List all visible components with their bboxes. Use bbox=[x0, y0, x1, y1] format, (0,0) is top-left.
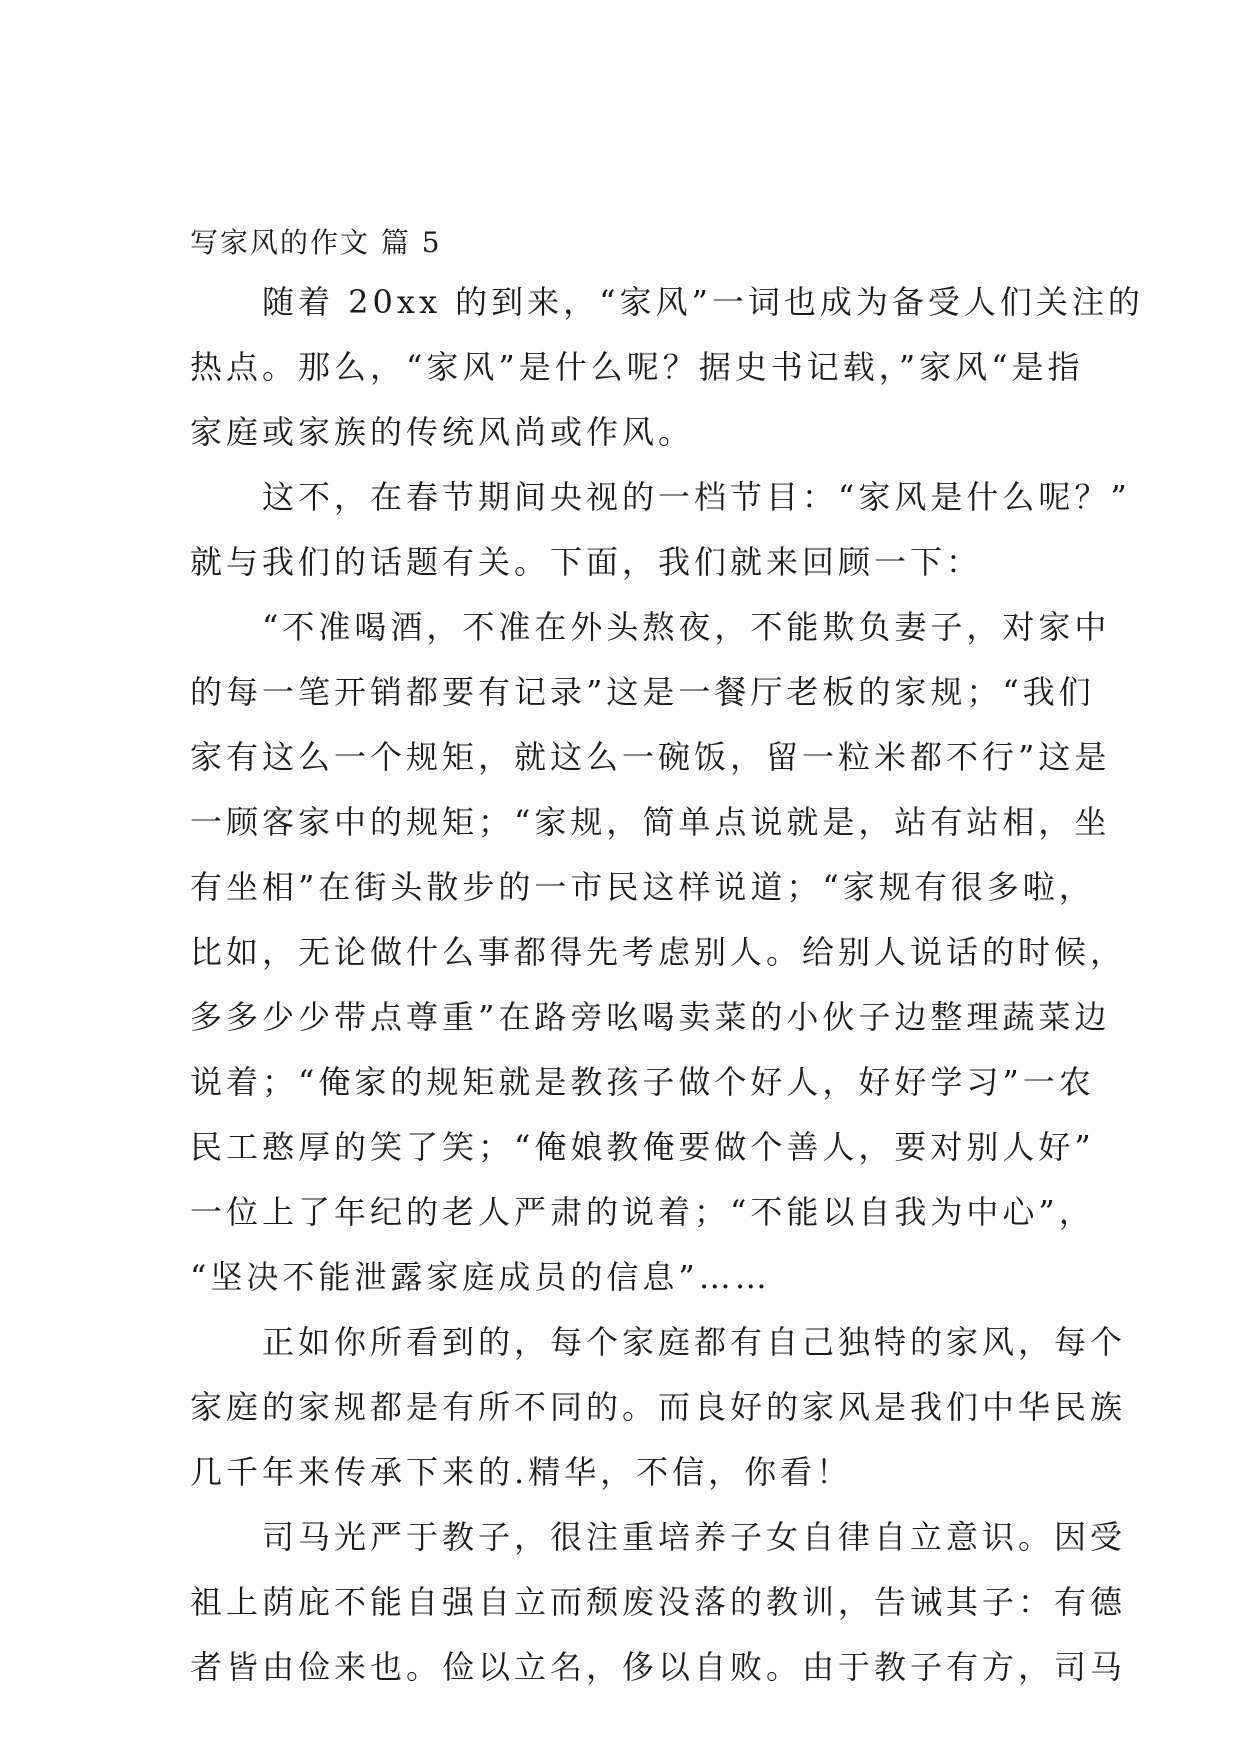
text-line: 这不，在春节期间央视的一档节目：“家风是什么呢？” bbox=[190, 478, 1131, 516]
text-line: 说着；“俺家的规矩就是教孩子做个好人，好好学习”一农 bbox=[190, 1063, 1095, 1101]
text-line: 祖上荫庇不能自强自立而颓废没落的教训，告诫其子：有德 bbox=[190, 1583, 1127, 1621]
text-line: 家有这么一个规矩，就这么一碗饭，留一粒米都不行”这是 bbox=[190, 738, 1111, 776]
text-line: 有坐相”在街头散步的一市民这样说道；“家规有很多啦， bbox=[190, 868, 1095, 906]
paragraph-4 bbox=[190, 1322, 1127, 1517]
text-line: 随着 20xx 的到来，“家风”一词也成为备受人们关注的 bbox=[190, 283, 1144, 321]
paragraph-5 bbox=[190, 1517, 1127, 1712]
text-line: 民工憨厚的笑了笑；“俺娘教俺要做个善人，要对别人好” bbox=[190, 1128, 1095, 1166]
essay-title: 写家风的作文 篇 5 bbox=[190, 226, 442, 259]
text-line: 一顾客家中的规矩；“家规，简单点说就是，站有站相，坐 bbox=[190, 803, 1111, 841]
text-line: 比如，无论做什么事都得先考虑别人。给别人说话的时候， bbox=[190, 933, 1127, 971]
text-line: 热点。那么，“家风”是什么呢？据史书记载，”家风“是指 bbox=[190, 348, 1084, 386]
paragraph-1 bbox=[190, 282, 1144, 477]
text-line: 几千年来传承下来的.精华，不信，你看！ bbox=[190, 1453, 853, 1491]
text-line: 一位上了年纪的老人严肃的说着；“不能以自我为中心”， bbox=[190, 1193, 1095, 1231]
essay-body bbox=[190, 282, 1144, 1712]
paragraph-2 bbox=[190, 477, 1131, 607]
text-line: 家庭的家规都是有所不同的。而良好的家风是我们中华民族 bbox=[190, 1388, 1127, 1426]
text-line: “不准喝酒，不准在外头熬夜，不能欺负妻子，对家中 bbox=[190, 608, 1111, 646]
text-line: 多多少少带点尊重”在路旁吆喝卖菜的小伙子边整理蔬菜边 bbox=[190, 998, 1111, 1036]
text-line: 的每一笔开销都要有记录”这是一餐厅老板的家规；“我们 bbox=[190, 673, 1095, 711]
text-line: “坚决不能泄露家庭成员的信息”…… bbox=[190, 1258, 771, 1296]
text-line: 家庭或家族的传统风尚或作风。 bbox=[190, 413, 695, 451]
text-line: 者皆由俭来也。俭以立名，侈以自败。由于教子有方，司马 bbox=[190, 1648, 1127, 1686]
text-line: 正如你所看到的，每个家庭都有自己独特的家风，每个 bbox=[190, 1323, 1127, 1361]
text-line: 就与我们的话题有关。下面，我们就来回顾一下： bbox=[190, 543, 983, 581]
paragraph-3 bbox=[190, 607, 1127, 1322]
text-line: 司马光严于教子，很注重培养子女自律自立意识。因受 bbox=[190, 1518, 1127, 1556]
